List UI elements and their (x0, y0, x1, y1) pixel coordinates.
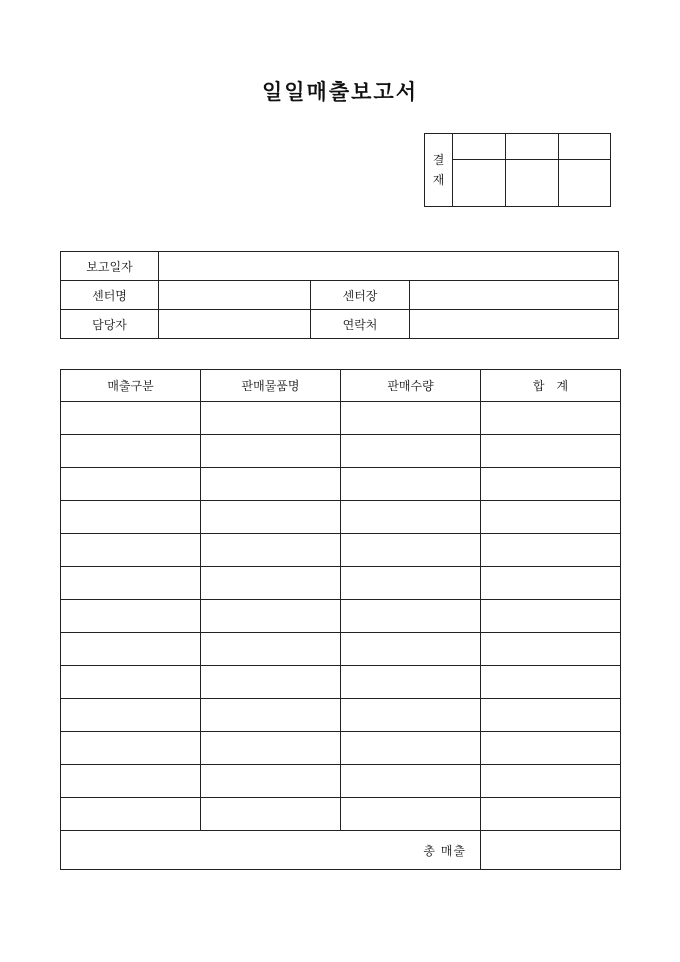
sales-category-cell[interactable] (61, 501, 201, 534)
approval-box (424, 133, 611, 207)
sales-category-cell[interactable] (61, 468, 201, 501)
product-name-cell[interactable] (201, 699, 341, 732)
total-cell[interactable] (481, 501, 621, 534)
table-row (61, 567, 621, 600)
product-name-cell[interactable] (201, 666, 341, 699)
quantity-cell[interactable] (341, 765, 481, 798)
quantity-cell[interactable] (341, 402, 481, 435)
quantity-cell[interactable] (341, 699, 481, 732)
total-cell[interactable] (481, 567, 621, 600)
info-table (60, 251, 619, 339)
table-row (61, 765, 621, 798)
approval-sign-cell-2[interactable] (506, 160, 558, 207)
total-sales-label: 총 매출 (61, 831, 481, 870)
quantity-cell[interactable] (341, 798, 481, 831)
sales-category-cell[interactable] (61, 732, 201, 765)
total-cell[interactable] (481, 765, 621, 798)
product-name-cell[interactable] (201, 798, 341, 831)
quantity-cell[interactable] (341, 567, 481, 600)
product-name-cell[interactable] (201, 600, 341, 633)
center-head-label: 센터장 (311, 281, 410, 310)
quantity-cell[interactable] (341, 600, 481, 633)
sales-category-cell[interactable] (61, 633, 201, 666)
total-cell[interactable] (481, 402, 621, 435)
sales-category-cell[interactable] (61, 402, 201, 435)
product-name-cell[interactable] (201, 468, 341, 501)
total-cell[interactable] (481, 468, 621, 501)
approval-label-line1: 결 (432, 153, 445, 167)
header-quantity: 판매수량 (341, 370, 481, 402)
total-cell[interactable] (481, 633, 621, 666)
approval-title-cell-3[interactable] (558, 134, 610, 160)
quantity-cell[interactable] (341, 534, 481, 567)
total-sales-field[interactable] (481, 831, 621, 870)
approval-sign-cell-3[interactable] (558, 160, 610, 207)
quantity-cell[interactable] (341, 633, 481, 666)
header-product-name: 판매물품명 (201, 370, 341, 402)
report-date-label: 보고일자 (61, 252, 159, 281)
total-cell[interactable] (481, 600, 621, 633)
total-cell[interactable] (481, 699, 621, 732)
quantity-cell[interactable] (341, 501, 481, 534)
total-cell[interactable] (481, 435, 621, 468)
table-row (61, 534, 621, 567)
sales-category-cell[interactable] (61, 765, 201, 798)
header-sales-category: 매출구분 (61, 370, 201, 402)
total-cell[interactable] (481, 798, 621, 831)
table-row (61, 600, 621, 633)
contact-label: 연락처 (311, 310, 410, 339)
sales-category-cell[interactable] (61, 534, 201, 567)
contact-field[interactable] (410, 310, 619, 339)
product-name-cell[interactable] (201, 534, 341, 567)
table-row (61, 501, 621, 534)
header-total: 합 계 (481, 370, 621, 402)
sales-category-cell[interactable] (61, 435, 201, 468)
table-row (61, 798, 621, 831)
center-name-label: 센터명 (61, 281, 159, 310)
sales-category-cell[interactable] (61, 666, 201, 699)
table-row (61, 435, 621, 468)
approval-label (425, 134, 453, 207)
sales-rows (61, 402, 621, 831)
table-row (61, 468, 621, 501)
quantity-cell[interactable] (341, 666, 481, 699)
total-cell[interactable] (481, 666, 621, 699)
quantity-cell[interactable] (341, 435, 481, 468)
sales-category-cell[interactable] (61, 699, 201, 732)
center-head-field[interactable] (410, 281, 619, 310)
product-name-cell[interactable] (201, 435, 341, 468)
quantity-cell[interactable] (341, 732, 481, 765)
approval-sign-cell-1[interactable] (453, 160, 506, 207)
product-name-cell[interactable] (201, 732, 341, 765)
approval-title-cell-2[interactable] (506, 134, 558, 160)
quantity-cell[interactable] (341, 468, 481, 501)
sales-category-cell[interactable] (61, 567, 201, 600)
center-name-field[interactable] (159, 281, 311, 310)
product-name-cell[interactable] (201, 765, 341, 798)
product-name-cell[interactable] (201, 501, 341, 534)
sales-category-cell[interactable] (61, 798, 201, 831)
table-row (61, 699, 621, 732)
table-row (61, 633, 621, 666)
total-cell[interactable] (481, 534, 621, 567)
report-date-field[interactable] (159, 252, 619, 281)
manager-label: 담당자 (61, 310, 159, 339)
manager-field[interactable] (159, 310, 311, 339)
product-name-cell[interactable] (201, 402, 341, 435)
approval-label-line2: 재 (432, 173, 445, 187)
product-name-cell[interactable] (201, 633, 341, 666)
total-cell[interactable] (481, 732, 621, 765)
product-name-cell[interactable] (201, 567, 341, 600)
table-row (61, 732, 621, 765)
sales-category-cell[interactable] (61, 600, 201, 633)
table-row (61, 666, 621, 699)
table-row (61, 402, 621, 435)
approval-title-cell-1[interactable] (453, 134, 506, 160)
document-title: 일일매출보고서 (261, 79, 418, 104)
sales-table (60, 369, 621, 870)
